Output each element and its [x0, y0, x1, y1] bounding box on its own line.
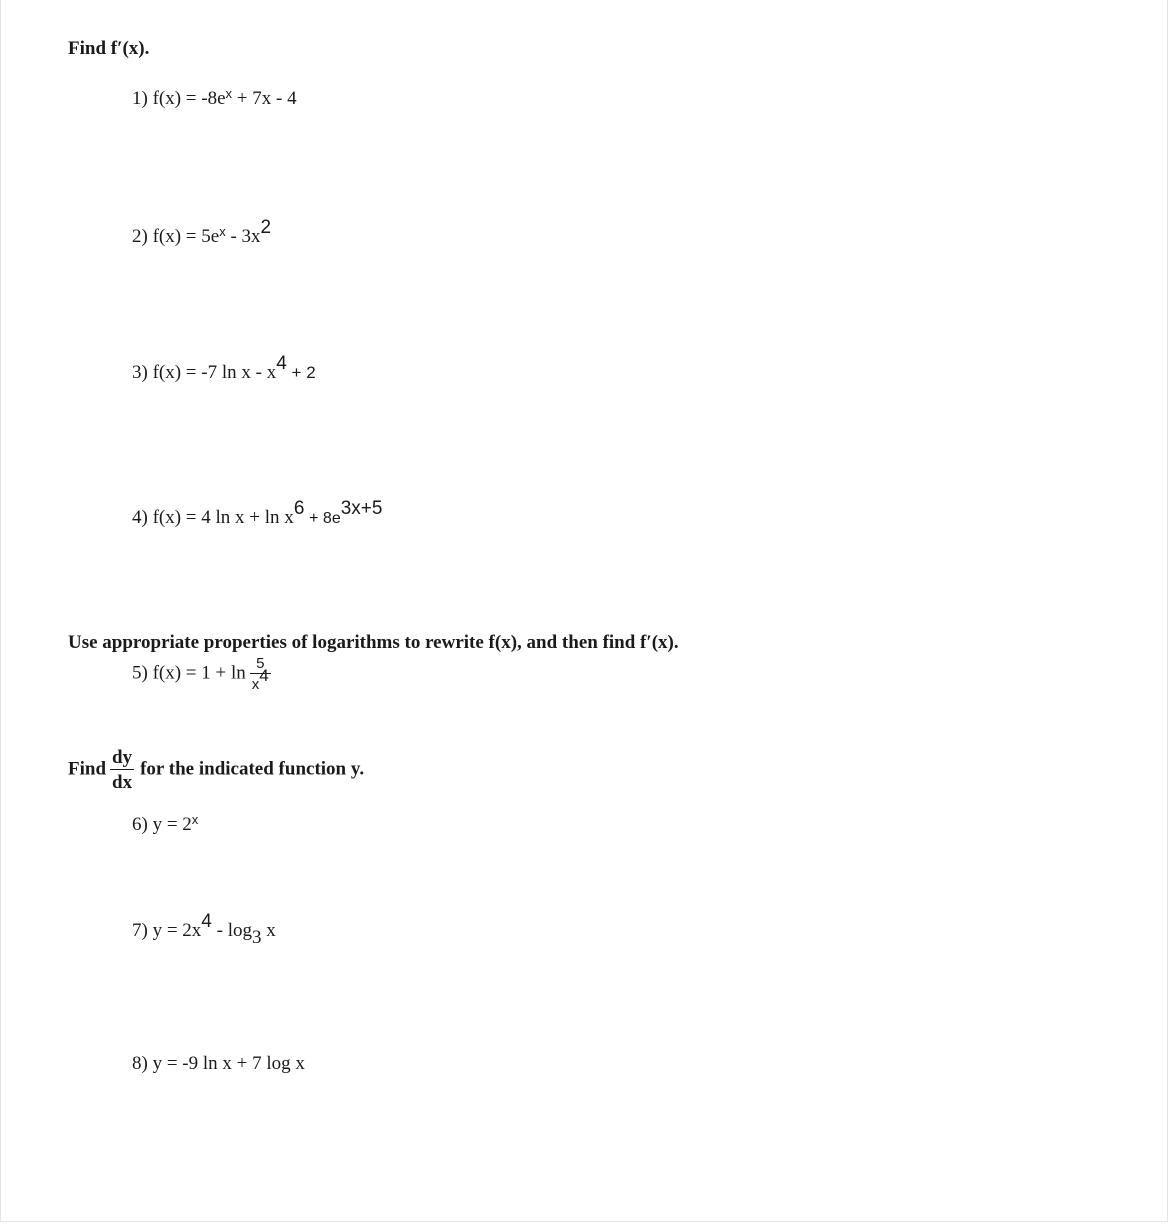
problem-6 — [132, 811, 199, 836]
problem-2-exponent-2: 2 — [260, 216, 272, 238]
problem-3-exponent: 4 — [276, 352, 287, 374]
problem-8-lhs: y = -9 ln x + 7 log x — [152, 1053, 305, 1074]
problem-1-number: 1) — [132, 88, 148, 109]
problem-1-lhs: f(x) = -8e — [152, 88, 226, 109]
problem-5-denominator-exponent: 4 — [259, 665, 269, 685]
problem-8 — [132, 1053, 305, 1075]
problem-1-rest: + 7x - 4 — [236, 88, 297, 109]
problem-4-exponent: 6 — [293, 497, 305, 519]
section1-instruction: Find f′(x). — [68, 38, 150, 59]
problem-2-number: 2) — [132, 226, 148, 247]
problem-4 — [132, 497, 383, 529]
problem-3-number: 3) — [132, 362, 148, 383]
problem-7-log-base: 3 — [251, 926, 262, 948]
problem-6-number: 6) — [132, 814, 148, 835]
problem-5-fraction — [250, 656, 271, 692]
problem-5 — [132, 656, 275, 692]
problem-7-mid: - log — [216, 920, 252, 941]
problem-7-rest: x — [266, 920, 276, 941]
dx-denominator: dx — [112, 772, 133, 793]
section3-rest: for the indicated function y. — [140, 758, 365, 780]
dy-numerator: dy — [112, 747, 133, 768]
problem-1-exponent: x — [225, 85, 233, 101]
problem-4-lhs: f(x) = 4 ln x + ln x — [152, 507, 294, 528]
problem-4-exponent-2: 3x+5 — [340, 497, 383, 519]
problem-2-mid: - 3x — [230, 226, 261, 247]
problem-7 — [132, 910, 276, 948]
problem-3 — [132, 352, 316, 384]
problem-2-exponent: x — [219, 223, 226, 239]
problem-5-numerator: 5 — [250, 656, 271, 674]
problem-5-denominator: x — [251, 676, 260, 693]
problem-7-lhs: y = 2x — [152, 920, 202, 941]
problem-1 — [132, 85, 297, 110]
problem-4-number: 4) — [132, 507, 148, 528]
problem-6-exponent: x — [191, 811, 199, 827]
problem-6-lhs: y = 2 — [152, 814, 192, 835]
problem-3-lhs: f(x) = -7 ln x - x — [152, 362, 277, 383]
problem-5-number: 5) — [132, 662, 148, 684]
problem-2 — [132, 216, 272, 248]
problem-8-number: 8) — [132, 1053, 148, 1074]
problem-5-lhs: f(x) = 1 + ln — [152, 662, 246, 684]
problem-4-mid: + 8e — [309, 510, 341, 527]
section3-find: Find — [68, 758, 107, 780]
problem-2-lhs: f(x) = 5e — [152, 226, 220, 247]
problem-7-exponent: 4 — [201, 910, 212, 932]
dy-dx-fraction — [110, 748, 134, 792]
section3-instruction — [68, 748, 364, 792]
problem-3-rest: + 2 — [291, 363, 316, 382]
problem-7-number: 7) — [132, 920, 148, 941]
section2-instruction: Use appropriate properties of logarithms to rewrite f(x), and then find f′(x). — [68, 632, 679, 653]
